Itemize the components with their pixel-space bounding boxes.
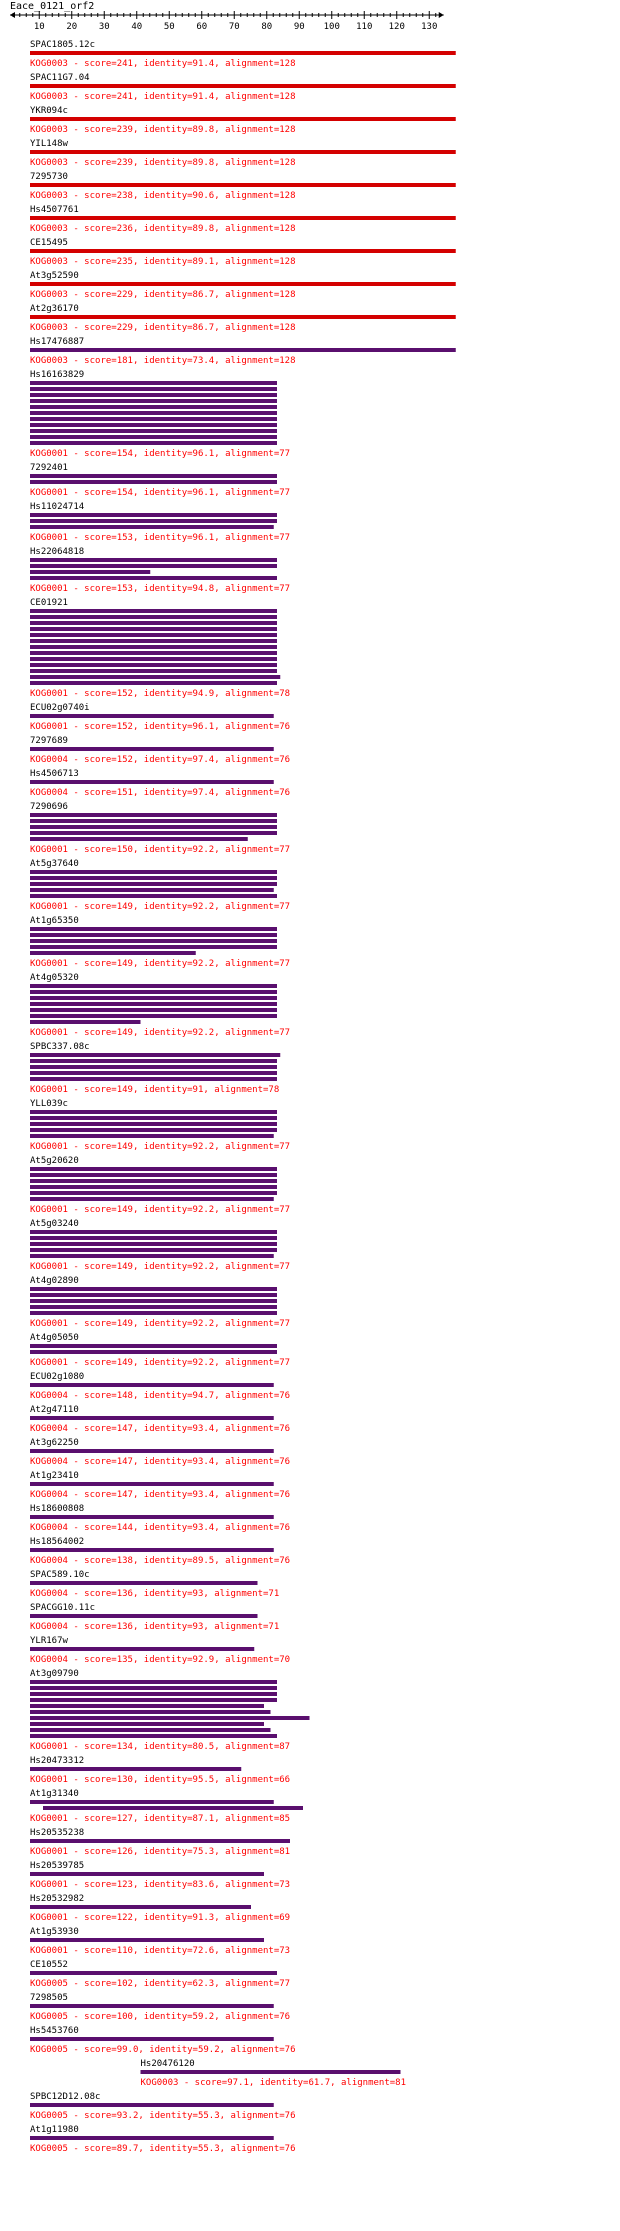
alignment-bar bbox=[30, 633, 277, 637]
alignment-bar bbox=[30, 1704, 264, 1708]
hit-name: YIL148w bbox=[30, 139, 68, 149]
alignment-bar bbox=[30, 894, 277, 898]
hit-list bbox=[30, 40, 456, 2154]
hit-description: KOG0003 - score=235, identity=89.1, alignment=128 bbox=[30, 257, 296, 267]
hit-row bbox=[30, 1789, 303, 1824]
hit-name: CE15495 bbox=[30, 238, 68, 248]
hit-description: KOG0004 - score=148, identity=94.7, alignment=76 bbox=[30, 1391, 291, 1401]
alignment-bar bbox=[30, 669, 277, 673]
alignment-bar bbox=[30, 399, 277, 403]
alignment-bar bbox=[30, 1116, 277, 1120]
hit-name: At4g05050 bbox=[30, 1333, 79, 1343]
ruler-tick-label: 110 bbox=[356, 22, 373, 32]
alignment-bar bbox=[30, 813, 277, 817]
hit-row bbox=[30, 1372, 290, 1401]
hit-row bbox=[30, 1636, 290, 1665]
alignment-bar bbox=[30, 1071, 277, 1075]
alignment-bar bbox=[30, 1020, 141, 1024]
alignment-bar bbox=[30, 1002, 277, 1006]
hit-name: At5g20620 bbox=[30, 1156, 79, 1166]
alignment-bar bbox=[30, 1938, 264, 1942]
hit-name: Hs11024714 bbox=[30, 502, 85, 512]
hit-name: Hs18564002 bbox=[30, 1537, 85, 1547]
hit-description: KOG0001 - score=149, identity=92.2, alignment=77 bbox=[30, 1262, 291, 1272]
hit-row bbox=[30, 1504, 290, 1533]
hit-description: KOG0004 - score=144, identity=93.4, alignment=76 bbox=[30, 1523, 291, 1533]
hit-row bbox=[30, 1960, 290, 1989]
ruler-tick-label: 80 bbox=[261, 22, 273, 32]
hit-name: YLR167w bbox=[30, 1636, 68, 1646]
hit-name: At1g65350 bbox=[30, 916, 79, 926]
alignment-bar bbox=[30, 1971, 277, 1975]
position-ruler bbox=[10, 11, 444, 32]
hit-description: KOG0005 - score=93.2, identity=55.3, alignment=76 bbox=[30, 2111, 296, 2121]
ruler-left-arrow-icon bbox=[10, 12, 15, 18]
alignment-bar bbox=[30, 216, 456, 220]
hit-description: KOG0003 - score=239, identity=89.8, alignment=128 bbox=[30, 158, 296, 168]
hit-row bbox=[30, 1405, 290, 1434]
hit-row bbox=[30, 1756, 290, 1785]
alignment-bar bbox=[30, 870, 277, 874]
alignment-bar bbox=[30, 1686, 277, 1690]
alignment-bar bbox=[30, 1197, 274, 1201]
hit-name: At4g05320 bbox=[30, 973, 79, 983]
hit-row bbox=[30, 1669, 310, 1752]
alignment-bar bbox=[30, 1254, 274, 1258]
hit-name: Hs4507761 bbox=[30, 205, 79, 215]
alignment-bar bbox=[30, 84, 456, 88]
hit-description: KOG0001 - score=152, identity=94.9, alignment=78 bbox=[30, 689, 291, 699]
hit-row bbox=[30, 1570, 279, 1599]
alignment-bar bbox=[30, 927, 277, 931]
alignment-bar bbox=[30, 1722, 264, 1726]
alignment-bar bbox=[30, 1167, 277, 1171]
hit-description: KOG0004 - score=138, identity=89.5, alignment=76 bbox=[30, 1556, 291, 1566]
hit-name: At3g09790 bbox=[30, 1669, 79, 1679]
hit-description: KOG0001 - score=152, identity=96.1, alignment=76 bbox=[30, 722, 291, 732]
alignment-bar bbox=[30, 1383, 274, 1387]
hit-description: KOG0003 - score=239, identity=89.8, alignment=128 bbox=[30, 125, 296, 135]
hit-name: SPAC589.10c bbox=[30, 1570, 90, 1580]
hit-description: KOG0004 - score=147, identity=93.4, alignment=76 bbox=[30, 1457, 291, 1467]
alignment-bar bbox=[30, 576, 277, 580]
alignment-bar bbox=[30, 117, 456, 121]
ruler-tick-label: 120 bbox=[388, 22, 405, 32]
alignment-bar bbox=[30, 525, 274, 529]
hit-row bbox=[30, 2125, 296, 2154]
alignment-bar bbox=[30, 183, 456, 187]
hit-name: YLL039c bbox=[30, 1099, 68, 1109]
hit-name: 7298505 bbox=[30, 1993, 68, 2003]
hit-name: Hs16163829 bbox=[30, 370, 85, 380]
hit-name: CE10552 bbox=[30, 1960, 68, 1970]
hit-row bbox=[30, 1099, 290, 1152]
ruler-tick-label: 30 bbox=[98, 22, 110, 32]
alignment-bar bbox=[30, 627, 277, 631]
ruler-right-arrow-icon bbox=[439, 12, 444, 18]
hit-row bbox=[30, 205, 456, 234]
alignment-bar bbox=[30, 1710, 271, 1714]
hit-description: KOG0001 - score=153, identity=94.8, alignment=77 bbox=[30, 584, 291, 594]
alignment-bar bbox=[30, 474, 277, 478]
alignment-bar bbox=[30, 1185, 277, 1189]
hit-description: KOG0001 - score=149, identity=92.2, alignment=77 bbox=[30, 902, 291, 912]
hit-name: 7297689 bbox=[30, 736, 68, 746]
hit-row bbox=[30, 1603, 279, 1632]
hit-row bbox=[30, 106, 456, 135]
hit-description: KOG0005 - score=102, identity=62.3, alignment=77 bbox=[30, 1979, 291, 1989]
hit-description: KOG0001 - score=110, identity=72.6, alignment=73 bbox=[30, 1946, 291, 1956]
alignment-bar bbox=[30, 819, 277, 823]
hit-row bbox=[30, 769, 290, 798]
hit-row bbox=[30, 139, 456, 168]
alignment-bar bbox=[30, 621, 277, 625]
hit-row bbox=[30, 1471, 290, 1500]
hit-row bbox=[30, 2092, 296, 2121]
alignment-bar bbox=[30, 2037, 274, 2041]
hit-row bbox=[30, 73, 456, 102]
hit-name: ECU02g1080 bbox=[30, 1372, 85, 1382]
alignment-bar bbox=[30, 1311, 277, 1315]
hit-description: KOG0004 - score=135, identity=92.9, alignment=70 bbox=[30, 1655, 291, 1665]
hit-name: At3g52590 bbox=[30, 271, 79, 281]
hit-description: KOG0005 - score=89.7, identity=55.3, alignment=76 bbox=[30, 2144, 296, 2154]
hit-name: SPBC12D12.08c bbox=[30, 2092, 101, 2102]
alignment-bar bbox=[30, 519, 277, 523]
alignment-bar bbox=[30, 609, 277, 613]
hit-name: ECU02g0740i bbox=[30, 703, 90, 713]
hit-name: At1g11980 bbox=[30, 2125, 79, 2135]
hit-row bbox=[30, 1828, 290, 1857]
ruler-tick-label: 100 bbox=[323, 22, 340, 32]
hit-description: KOG0004 - score=147, identity=93.4, alignment=76 bbox=[30, 1424, 291, 1434]
hit-description: KOG0003 - score=97.1, identity=61.7, alignment=81 bbox=[140, 2078, 407, 2088]
hit-row bbox=[30, 304, 456, 333]
ruler-tick-label: 10 bbox=[33, 22, 45, 32]
hit-row bbox=[30, 1219, 290, 1272]
hit-description: KOG0003 - score=241, identity=91.4, alignment=128 bbox=[30, 92, 296, 102]
hit-row bbox=[30, 802, 290, 855]
alignment-bar bbox=[30, 1248, 277, 1252]
hit-name: 7290696 bbox=[30, 802, 68, 812]
hit-row bbox=[30, 1333, 290, 1368]
alignment-bar bbox=[30, 1053, 280, 1057]
alignment-bar bbox=[30, 663, 277, 667]
alignment-bar bbox=[30, 933, 277, 937]
hit-description: KOG0003 - score=181, identity=73.4, alignment=128 bbox=[30, 356, 296, 366]
hit-description: KOG0001 - score=127, identity=87.1, alignment=85 bbox=[30, 1814, 291, 1824]
alignment-bar bbox=[30, 1179, 277, 1183]
hit-description: KOG0001 - score=149, identity=92.2, alignment=77 bbox=[30, 1205, 291, 1215]
hit-row bbox=[30, 1861, 290, 1890]
alignment-bar bbox=[30, 441, 277, 445]
hit-row bbox=[30, 1993, 290, 2022]
ruler-tick-label: 20 bbox=[66, 22, 78, 32]
hit-description: KOG0003 - score=238, identity=90.6, alignment=128 bbox=[30, 191, 296, 201]
alignment-bar bbox=[30, 1077, 277, 1081]
alignment-bar bbox=[30, 282, 456, 286]
hit-description: KOG0003 - score=229, identity=86.7, alignment=128 bbox=[30, 290, 296, 300]
hit-name: Hs17476887 bbox=[30, 337, 85, 347]
hit-name: 7292401 bbox=[30, 463, 68, 473]
hit-name: Hs5453760 bbox=[30, 2026, 79, 2036]
hit-name: Hs22064818 bbox=[30, 547, 85, 557]
alignment-bar bbox=[30, 564, 277, 568]
hit-description: KOG0001 - score=149, identity=92.2, alignment=77 bbox=[30, 1142, 291, 1152]
hit-description: KOG0001 - score=123, identity=83.6, alignment=73 bbox=[30, 1880, 291, 1890]
hit-row bbox=[30, 370, 290, 459]
hit-name: At5g37640 bbox=[30, 859, 79, 869]
alignment-bar bbox=[30, 876, 277, 880]
hit-description: KOG0004 - score=152, identity=97.4, alignment=76 bbox=[30, 755, 291, 765]
hit-row bbox=[30, 916, 290, 969]
hit-name: Hs18600808 bbox=[30, 1504, 85, 1514]
alignment-bar bbox=[30, 2136, 274, 2140]
alignment-bar bbox=[30, 1344, 277, 1348]
alignment-bar bbox=[30, 651, 277, 655]
hit-name: Hs4506713 bbox=[30, 769, 79, 779]
hit-description: KOG0001 - score=149, identity=92.2, alignment=77 bbox=[30, 1319, 291, 1329]
alignment-bar bbox=[30, 1839, 290, 1843]
hit-description: KOG0001 - score=149, identity=91, alignment=78 bbox=[30, 1085, 280, 1095]
hit-name: SPAC1805.12c bbox=[30, 40, 96, 50]
hit-name: 7295730 bbox=[30, 172, 68, 182]
ruler-tick-label: 50 bbox=[163, 22, 175, 32]
alignment-bar bbox=[30, 1692, 277, 1696]
alignment-bar bbox=[30, 888, 274, 892]
hit-row bbox=[30, 547, 290, 594]
alignment-bar bbox=[30, 411, 277, 415]
alignment-bar bbox=[30, 1872, 264, 1876]
alignment-bar bbox=[30, 435, 277, 439]
alignment-bar bbox=[30, 996, 277, 1000]
alignment-bar bbox=[30, 1548, 274, 1552]
alignment-bar bbox=[30, 1350, 277, 1354]
hit-description: KOG0003 - score=236, identity=89.8, alignment=128 bbox=[30, 224, 296, 234]
alignment-bar bbox=[30, 939, 277, 943]
alignment-bar bbox=[30, 1680, 277, 1684]
alignment-bar bbox=[30, 825, 277, 829]
alignment-bar bbox=[30, 393, 277, 397]
ruler-tick-label: 130 bbox=[421, 22, 438, 32]
alignment-bar bbox=[30, 1191, 277, 1195]
hit-description: KOG0001 - score=149, identity=92.2, alignment=77 bbox=[30, 1358, 291, 1368]
hit-row bbox=[30, 271, 456, 300]
alignment-bar bbox=[30, 1287, 277, 1291]
hit-name: Hs20473312 bbox=[30, 1756, 85, 1766]
hit-name: At3g62250 bbox=[30, 1438, 79, 1448]
hit-name: SPAC11G7.04 bbox=[30, 73, 90, 83]
hit-description: KOG0001 - score=150, identity=92.2, alignment=77 bbox=[30, 845, 291, 855]
hit-name: At2g36170 bbox=[30, 304, 79, 314]
alignment-bar bbox=[30, 2103, 274, 2107]
hit-description: KOG0001 - score=122, identity=91.3, alignment=69 bbox=[30, 1913, 291, 1923]
hit-name: Hs20535238 bbox=[30, 1828, 85, 1838]
alignment-bar bbox=[30, 1293, 277, 1297]
hit-row bbox=[30, 1537, 290, 1566]
hit-description: KOG0001 - score=134, identity=80.5, alignment=87 bbox=[30, 1742, 291, 1752]
hit-name: SPACGG10.11c bbox=[30, 1603, 96, 1613]
hit-name: SPBC337.08c bbox=[30, 1042, 90, 1052]
alignment-bar bbox=[30, 1065, 277, 1069]
alignment-bar bbox=[30, 2004, 274, 2008]
alignment-bar bbox=[30, 429, 277, 433]
alignment-bar bbox=[30, 1173, 277, 1177]
alignment-bar bbox=[30, 1614, 258, 1618]
alignment-bar bbox=[30, 1134, 274, 1138]
hit-description: KOG0001 - score=154, identity=96.1, alignment=77 bbox=[30, 488, 291, 498]
ruler-tick-label: 60 bbox=[196, 22, 208, 32]
hit-row bbox=[30, 1438, 290, 1467]
alignment-bar bbox=[30, 348, 456, 352]
alignment-bar bbox=[30, 639, 277, 643]
alignment-bar bbox=[30, 1014, 277, 1018]
hit-name: YKR094c bbox=[30, 106, 68, 116]
hit-row bbox=[30, 859, 290, 912]
query-title: Eace_0121_orf2 bbox=[10, 1, 95, 12]
alignment-bar bbox=[30, 1581, 258, 1585]
alignment-bar bbox=[30, 615, 277, 619]
hit-description: KOG0001 - score=130, identity=95.5, alignment=66 bbox=[30, 1775, 291, 1785]
alignment-bar bbox=[30, 1647, 254, 1651]
hit-row bbox=[30, 1042, 280, 1095]
alignment-bar bbox=[30, 831, 277, 835]
alignment-bar bbox=[30, 681, 277, 685]
alignment-bar bbox=[30, 951, 196, 955]
alignment-bar bbox=[30, 417, 277, 421]
hit-description: KOG0005 - score=99.0, identity=59.2, alignment=76 bbox=[30, 2045, 296, 2055]
hit-row bbox=[30, 736, 290, 765]
hit-row bbox=[30, 1276, 290, 1329]
alignment-bar bbox=[30, 882, 277, 886]
alignment-bar bbox=[30, 1242, 277, 1246]
alignment-bar bbox=[30, 1905, 251, 1909]
alignment-bar bbox=[30, 1800, 274, 1804]
hit-row bbox=[30, 238, 456, 267]
alignment-bar bbox=[30, 1128, 277, 1132]
alignment-bar bbox=[30, 657, 277, 661]
hit-row bbox=[141, 2059, 407, 2088]
hit-description: KOG0001 - score=126, identity=75.3, alignment=81 bbox=[30, 1847, 291, 1857]
alignment-bar bbox=[30, 513, 277, 517]
ruler-tick-label: 90 bbox=[293, 22, 305, 32]
alignment-bar bbox=[30, 747, 274, 751]
hit-name: At1g31340 bbox=[30, 1789, 79, 1799]
alignment-bar bbox=[30, 1734, 277, 1738]
hit-name: Hs20532982 bbox=[30, 1894, 85, 1904]
alignment-bar bbox=[30, 990, 277, 994]
hit-name: Hs20476120 bbox=[140, 2059, 195, 2069]
hit-description: KOG0004 - score=147, identity=93.4, alignment=76 bbox=[30, 1490, 291, 1500]
hit-name: Hs20539785 bbox=[30, 1861, 85, 1871]
hit-description: KOG0005 - score=100, identity=59.2, alignment=76 bbox=[30, 2012, 291, 2022]
alignment-bar bbox=[30, 1059, 277, 1063]
hit-name: At1g53930 bbox=[30, 1927, 79, 1937]
hit-description: KOG0004 - score=136, identity=93, alignment=71 bbox=[30, 1622, 280, 1632]
hit-description: KOG0003 - score=241, identity=91.4, alignment=128 bbox=[30, 59, 296, 69]
alignment-bar bbox=[30, 1230, 277, 1234]
hit-row bbox=[30, 598, 290, 699]
alignment-bar bbox=[43, 1806, 303, 1810]
alignment-bar bbox=[30, 1416, 274, 1420]
alignment-bar bbox=[30, 1008, 277, 1012]
alignment-bar bbox=[30, 984, 277, 988]
alignment-bar bbox=[30, 249, 456, 253]
ruler-tick-label: 70 bbox=[228, 22, 240, 32]
alignment-bar bbox=[30, 714, 274, 718]
hit-row bbox=[30, 1156, 290, 1215]
alignment-bar bbox=[30, 1449, 274, 1453]
alignment-bar bbox=[30, 51, 456, 55]
alignment-bar bbox=[30, 1767, 241, 1771]
alignment-bar bbox=[30, 780, 274, 784]
alignment-bar bbox=[30, 1122, 277, 1126]
alignment-bar bbox=[30, 405, 277, 409]
hit-description: KOG0001 - score=154, identity=96.1, alignment=77 bbox=[30, 449, 291, 459]
hit-name: At4g02890 bbox=[30, 1276, 79, 1286]
hit-row bbox=[30, 1894, 290, 1923]
alignment-bar bbox=[30, 423, 277, 427]
alignment-bar bbox=[30, 381, 277, 385]
alignment-bar bbox=[30, 1236, 277, 1240]
hit-row bbox=[30, 973, 290, 1038]
alignment-bar bbox=[30, 1515, 274, 1519]
hit-name: CE01921 bbox=[30, 598, 68, 608]
hit-row bbox=[30, 463, 290, 498]
alignment-bar bbox=[30, 1716, 310, 1720]
hit-row bbox=[30, 40, 456, 69]
alignment-bar bbox=[30, 1299, 277, 1303]
ruler-tick-label: 40 bbox=[131, 22, 143, 32]
hit-row bbox=[30, 703, 290, 732]
alignment-bar bbox=[30, 837, 248, 841]
hit-description: KOG0003 - score=229, identity=86.7, alignment=128 bbox=[30, 323, 296, 333]
hit-row bbox=[30, 1927, 290, 1956]
alignment-bar bbox=[30, 480, 277, 484]
alignment-bar bbox=[30, 387, 277, 391]
hit-name: At2g47110 bbox=[30, 1405, 79, 1415]
hit-row bbox=[30, 502, 290, 543]
hit-description: KOG0004 - score=136, identity=93, alignment=71 bbox=[30, 1589, 280, 1599]
alignment-bar bbox=[30, 315, 456, 319]
alignment-bar bbox=[30, 1698, 277, 1702]
hit-row bbox=[30, 172, 456, 201]
alignment-bar bbox=[30, 1482, 274, 1486]
alignment-bar bbox=[141, 2070, 401, 2074]
alignment-bar bbox=[30, 645, 277, 649]
hit-name: At1g23410 bbox=[30, 1471, 79, 1481]
alignment-bar bbox=[30, 150, 456, 154]
alignment-bar bbox=[30, 1110, 277, 1114]
hit-name: At5g03240 bbox=[30, 1219, 79, 1229]
alignment-bar bbox=[30, 1728, 271, 1732]
hit-description: KOG0001 - score=149, identity=92.2, alignment=77 bbox=[30, 959, 291, 969]
hit-description: KOG0001 - score=149, identity=92.2, alignment=77 bbox=[30, 1028, 291, 1038]
alignment-bar bbox=[30, 675, 280, 679]
hit-row bbox=[30, 2026, 296, 2055]
alignment-bar bbox=[30, 570, 150, 574]
hit-description: KOG0001 - score=153, identity=96.1, alignment=77 bbox=[30, 533, 291, 543]
alignment-bar bbox=[30, 945, 277, 949]
alignment-bar bbox=[30, 558, 277, 562]
alignment-bar bbox=[30, 1305, 277, 1309]
hit-description: KOG0004 - score=151, identity=97.4, alignment=76 bbox=[30, 788, 291, 798]
hit-row bbox=[30, 337, 456, 366]
